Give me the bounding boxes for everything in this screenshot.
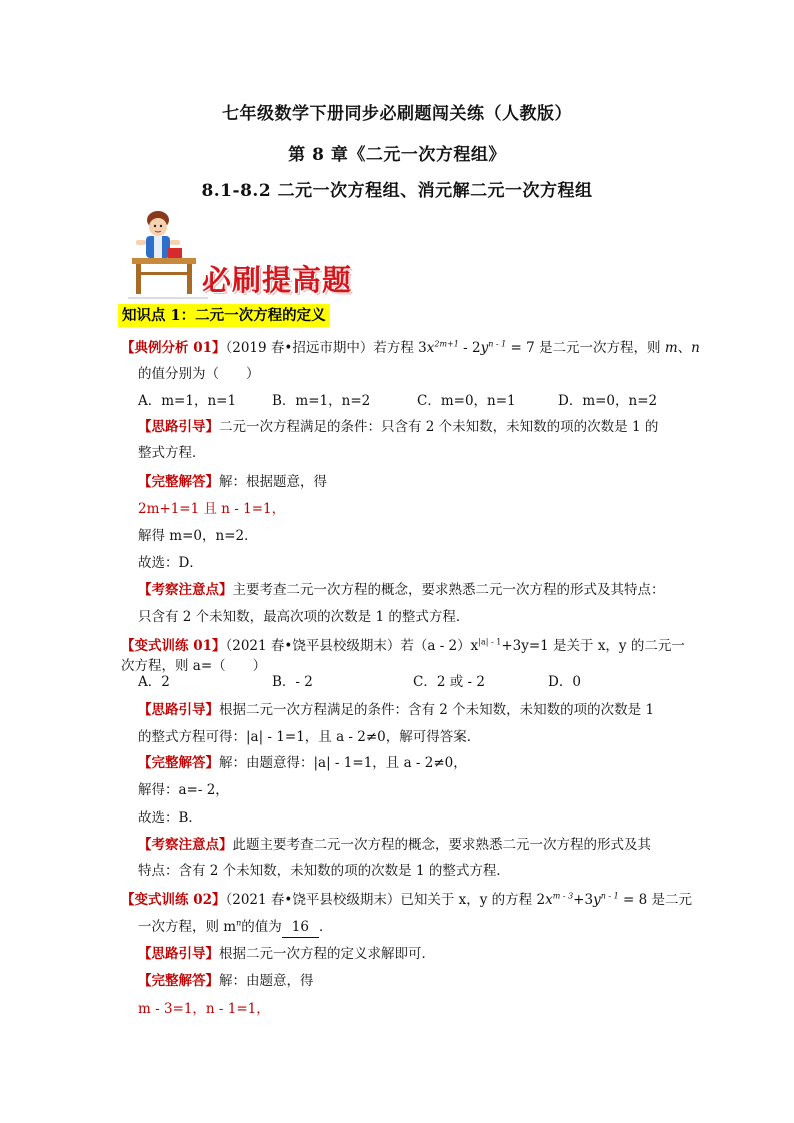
q1-option-c: C．m=0，n=1 [417, 393, 516, 409]
q2-note-cont: 特点：含有 2 个未知数，未知数的项的次数是 1 的整式方程． [138, 863, 510, 879]
q2-answer-step1: 解得：a=- 2， [138, 782, 229, 798]
q3-answer-step1: m - 3=1，n - 1=1， [138, 1001, 270, 1017]
q1-answer-step2: 解得 m=0，n=2． [138, 528, 258, 544]
q1-hint-cont: 整式方程． [138, 445, 206, 461]
q3-hint: 【思路引导】根据二元一次方程的定义求解即可． [138, 946, 435, 962]
q2-note: 【考察注意点】此题主要考查二元一次方程的概念，要求熟悉二元一次方程的形式及其 [138, 837, 651, 853]
q1-option-b: B．m=1，n=2 [272, 393, 371, 409]
q1-stem: 【典例分析 01】（2019 春•招远市期中）若方程 $3x^{2m+1} - 2y^{n - 1} = 7$ 是二元一次方程，则 m、n [121, 339, 700, 356]
q3-stem: 【变式训练 02】（2021 春•饶平县校级期末）已知关于 x，y 的方程 $2x^{m - 3}+3y^{n - 1} = 8$ 是二元 [121, 891, 693, 908]
variant-tag-2: 【变式训练 02】 [121, 892, 226, 908]
q2-option-d: D．0 [548, 674, 581, 690]
q3-answer-blank: 16 [282, 917, 319, 938]
example-tag: 【典例分析 01】 [121, 340, 226, 356]
q1-stem-cont: 的值分别为（ ） [138, 366, 260, 382]
q1-option-d: D．m=0，n=2 [558, 393, 658, 409]
q2-option-c: C．2 或 - 2 [413, 674, 485, 690]
q2-stem: 【变式训练 01】（2021 春•饶平县校级期末）若$(a - 2)x^{|a| - 1}+3y=1$ 是关于 x，y 的二元一 [121, 637, 685, 654]
q1-answer: 【完整解答】解：根据题意，得 [138, 474, 327, 490]
q2-answer: 【完整解答】解：由题意得：|a| - 1=1，且 a - 2≠0， [138, 755, 467, 771]
q1-answer-step1: 2m+1=1 且 n - 1=1， [138, 501, 286, 517]
q2-option-b: B．- 2 [272, 674, 313, 690]
q1-note-cont: 只含有 2 个未知数，最高次项的次数是 1 的整式方程． [138, 609, 470, 625]
q1-note: 【考察注意点】主要考查二元一次方程的概念，要求熟悉二元一次方程的形式及其特点： [138, 582, 665, 598]
q2-stem-cont: 次方程，则 a=（ ） [121, 658, 267, 674]
q2-option-a: A．2 [138, 674, 170, 690]
q1-option-a: A．m=1，n=1 [138, 393, 237, 409]
q3-answer: 【完整解答】解：由题意，得 [138, 973, 314, 989]
knowledge-point-heading: 知识点 1：二元一次方程的定义 [118, 304, 330, 327]
q1-answer-choice: 故选：D． [138, 555, 203, 571]
q2-hint: 【思路引导】根据二元一次方程满足的条件：含有 2 个未知数，未知数的项的次数是 1 [138, 702, 655, 718]
section-title: 8.1-8.2 二元一次方程组、消元解二元一次方程组 [201, 181, 593, 201]
q1-hint: 【思路引导】二元一次方程满足的条件：只含有 2 个未知数，未知数的项的次数是 1 的 [138, 419, 659, 435]
q1-options [138, 391, 657, 411]
q2-options [138, 672, 581, 692]
document-title: 七年级数学下册同步必刷题闯关练（人教版） [222, 104, 572, 124]
banner-heading: 必刷提高题 [202, 263, 353, 297]
variant-tag: 【变式训练 01】 [121, 638, 226, 654]
q2-hint-cont: 的整式方程可得：|a| - 1=1，且 a - 2≠0，解可得答案． [138, 729, 481, 745]
q2-answer-choice: 故选：B． [138, 810, 202, 826]
q3-stem-cont: 一次方程，则 $m^n$的值为 16 ． [138, 917, 332, 938]
chapter-title: 第 8 章《二元一次方程组》 [288, 145, 506, 165]
